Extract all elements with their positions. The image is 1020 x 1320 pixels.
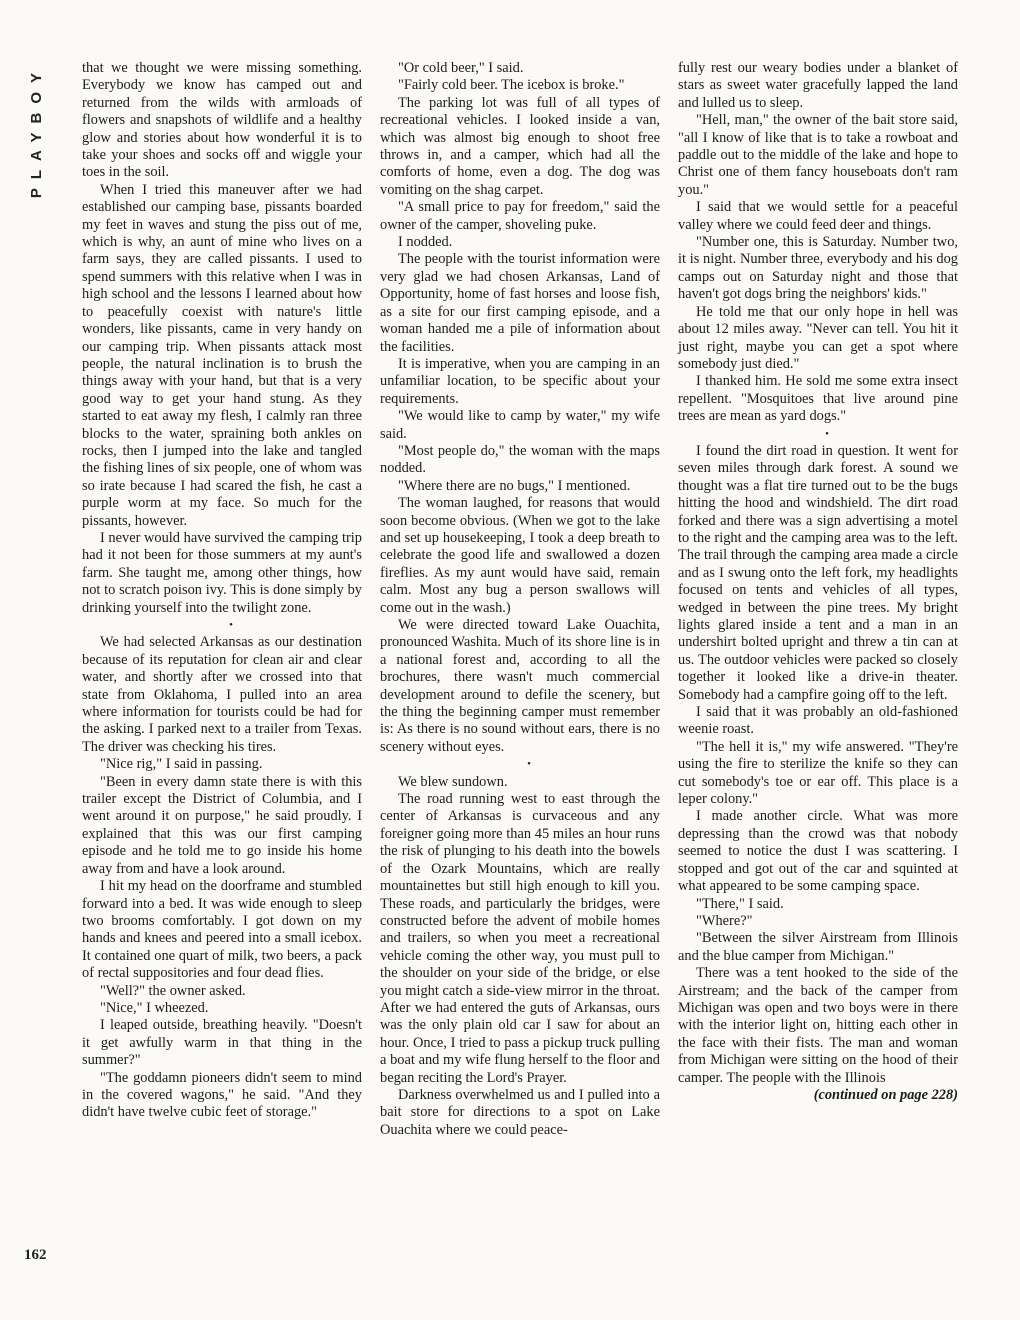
- paragraph: "The goddamn pioneers didn't seem to mind in the covered wagons," he said. "And they didn't have twelve cubic feet of storage.": [82, 1069, 362, 1121]
- paragraph: "Between the silver Airstream from Illinois and the blue camper from Michigan.": [678, 930, 958, 964]
- text-column-1: [82, 60, 362, 1122]
- paragraph: Darkness overwhelmed us and I pulled into a bait store for directions to a spot on Lake Ouachita where we could peace-: [380, 1086, 660, 1138]
- paragraph: "Most people do," the woman with the maps nodded.: [380, 442, 660, 477]
- paragraph: I leaped outside, breathing heavily. "Doesn't it get awfully warm in that thing in the summer?": [82, 1017, 362, 1069]
- section-separator: •: [229, 619, 233, 631]
- continued-line: (continued on page 228): [813, 1086, 958, 1103]
- paragraph: We had selected Arkansas as our destination because of its reputation for clean air and clear water, and shortly after we crossed into that state from Oklahoma, I pulled into an area where information for tourists could be had for the asking. I parked next to a trailer from Texas. The driver was checking his tires.: [82, 634, 362, 755]
- paragraph: "There," I said.: [696, 895, 784, 912]
- paragraph: "The hell it is," my wife answered. "They're using the fire to sterilize the knife so they can cut somebody's toe or ear off. This place is a leper colony.": [678, 738, 958, 808]
- paragraph: It is imperative, when you are camping in an unfamiliar location, to be specific about your requirements.: [380, 355, 660, 407]
- running-head: PLAYBOY: [28, 64, 45, 199]
- paragraph: The parking lot was full of all types of recreational vehicles. I looked inside a van, which was almost big enough to shoot free throws in, and a camper, which had all the comforts of home, even a dog. The dog was vomiting on the shag carpet.: [380, 94, 660, 198]
- paragraph: "We would like to camp by water," my wife said.: [380, 408, 660, 442]
- paragraph: fully rest our weary bodies under a blanket of stars as sweet water gracefully lapped the land and lulled us to sleep.: [678, 60, 958, 111]
- paragraph: I thanked him. He sold me some extra insect repellent. "Mosquitoes that live around pine trees are mean as yard dogs.": [678, 373, 958, 425]
- paragraph: "Where?": [696, 912, 753, 929]
- paragraph: "Where there are no bugs," I mentioned.: [398, 477, 631, 494]
- paragraph: "Nice rig," I said in passing.: [100, 756, 263, 773]
- text-column-3: [678, 60, 958, 1104]
- paragraph: "Well?" the owner asked.: [100, 982, 246, 999]
- paragraph: "A small price to pay for freedom," said the owner of the camper, shoveling puke.: [380, 199, 660, 233]
- paragraph: I found the dirt road in question. It went for seven miles through dark forest. A sound we thought was a flat tire turned out to be the bugs hitting the hood and windshield. The dirt road forked and there was a sign advertising a motel to the right and the camping area was to the left. The trail through the camping area made a circle and as I swung onto the left fork, my headlights focused on tents and vehicles of all types, wedged in between the pine trees. My bright lights glared inside a tent and a man in an undershirt bolted upright and threw a tin can at us. The outdoor vehicles were packed so closely together it looked like a drive-in theater. Somebody had a campfire going off to the left.: [678, 442, 958, 703]
- paragraph: "Number one, this is Saturday. Number two, it is night. Number three, everybody and his dog camps out on Saturday night and those that haven't got dogs bring the neighbors' kids.": [678, 234, 958, 303]
- paragraph: I made another circle. What was more depressing than the crowd was that nobody seemed to notice the dust I was scattering. I stopped and got out of the car and squinted at what appeared to be some camping space.: [678, 808, 958, 895]
- paragraph: He told me that our only hope in hell was about 12 miles away. "Never can tell. You hit it just right, maybe you can get a spot where somebody just died.": [678, 303, 958, 372]
- paragraph: "Or cold beer," I said.: [398, 60, 524, 76]
- paragraph: The road running west to east through the center of Arkansas is curvaceous and any foreigner going more than 45 miles an hour runs the risk of plunging to his death into the bowels of the Ozark Mountains, which are really mountainettes but still high enough to kill you. These roads, and particularly the bridges, were constructed before the advent of mobile homes and trailers, so when you meet a recreational vehicle coming the other way, you must pull to the shoulder on your side of the bridge, or else you might catch a side-view mirror in the throat. After we had entered the guts of Arkansas, ours was the only plain old car I saw for about an hour. Once, I tried to pass a pickup truck pulling a boat and my wife flung herself to the floor and began reciting the Lord's Prayer.: [380, 791, 660, 1086]
- paragraph: I nodded.: [398, 234, 453, 251]
- paragraph: The people with the tourist information were very glad we had chosen Arkansas, Land of Opportunity, home of fast horses and loose fish, as a site for our first camping episode, and a woman handed me a pile of information about the facilities.: [380, 251, 660, 355]
- paragraph: "Fairly cold beer. The icebox is broke.": [398, 77, 625, 94]
- paragraph: "Hell, man," the owner of the bait store said, "all I know of like that is to take a rowboat and paddle out to the middle of the lake and hope to Christ one of them fancy houseboats don't ram you.": [678, 112, 958, 198]
- paragraph: There was a tent hooked to the side of the Airstream; and the back of the camper from Michigan was open and two boys were in there with the interior light on, hitting each other in the face with their fists. The man and woman from Michigan were sitting on the hood of their camper. The people with the Illinois: [678, 965, 958, 1086]
- paragraph: We blew sundown.: [398, 773, 508, 790]
- paragraph: When I tried this maneuver after we had established our camping base, pissants boarded my feet in waves and stung the piss out of me, which is why, an aunt of mine who lives on a farm says, they are called pissants. I used to spend summers with this relative when I was in high school and the lessons I learned about how to peacefully coexist with nature's little wonders, like pissants, came in very handy on our camping trip. When pissants attack most people, the natural inclination is to brush the things away with your hand, but that is a very good way to get your hand stung. As they started to eat away my flesh, I calmly ran three blocks to the water, spraining both ankles on rocks, then I jumped into the lake and tangled the fishing lines of six people, one of whom was so irate because I had scared the fish, he cast a purple worm at my face. So much for the pissants, however.: [82, 181, 362, 529]
- paragraph: I hit my head on the doorframe and stumbled forward into a bed. It was wide enough to sleep two brooms comfortably. I got down on my hands and knees and peered into a small icebox. It contained one quart of milk, two beers, a pack of rectal suppositories and four dead flies.: [82, 878, 362, 982]
- paragraph: I said that we would settle for a peaceful valley where we could feed deer and things.: [678, 199, 958, 233]
- page-number: 162: [24, 1247, 47, 1263]
- paragraph: that we thought we were missing something. Everybody we know has camped out and returned from the wilds with armloads of flowers and snapshots of wildlife and a healthy glow and stories about how wonderful it is to take your shoes and socks off and wiggle your toes in the soil.: [82, 60, 362, 181]
- paragraph: I never would have survived the camping trip had it not been for those summers at my aunt's farm. She taught me, among other things, how not to scratch poison ivy. This is done simply by drinking yourself into the twilight zone.: [82, 529, 362, 616]
- section-separator: •: [527, 758, 531, 771]
- text-column-2: [380, 60, 660, 1139]
- section-separator: •: [825, 427, 829, 440]
- paragraph: We were directed toward Lake Ouachita, pronounced Washita. Much of its shore line is in a national forest and, according to all the brochures, there wasn't much commercial development around to defile the scenery, but the thing the beginning camper must remember is: As there is no sound without ears, there is no scenery without eyes.: [380, 617, 660, 755]
- paragraph: "Been in every damn state there is with this trailer except the District of Columbia, and I went around it on purpose," he said proudly. I explained that this was our first camping episode and he told me to go inside his home away from and have a look around.: [82, 773, 362, 877]
- paragraph: "Nice," I wheezed.: [100, 999, 209, 1016]
- paragraph: The woman laughed, for reasons that would soon become obvious. (When we got to the lake and set up housekeeping, I took a deep breath to celebrate the good life and swallowed a dozen fireflies. As my aunt would have said, remain calm. Most any bug a person swallows will come out in the wash.): [380, 495, 660, 616]
- paragraph: I said that it was probably an old-fashioned weenie roast.: [678, 704, 958, 738]
